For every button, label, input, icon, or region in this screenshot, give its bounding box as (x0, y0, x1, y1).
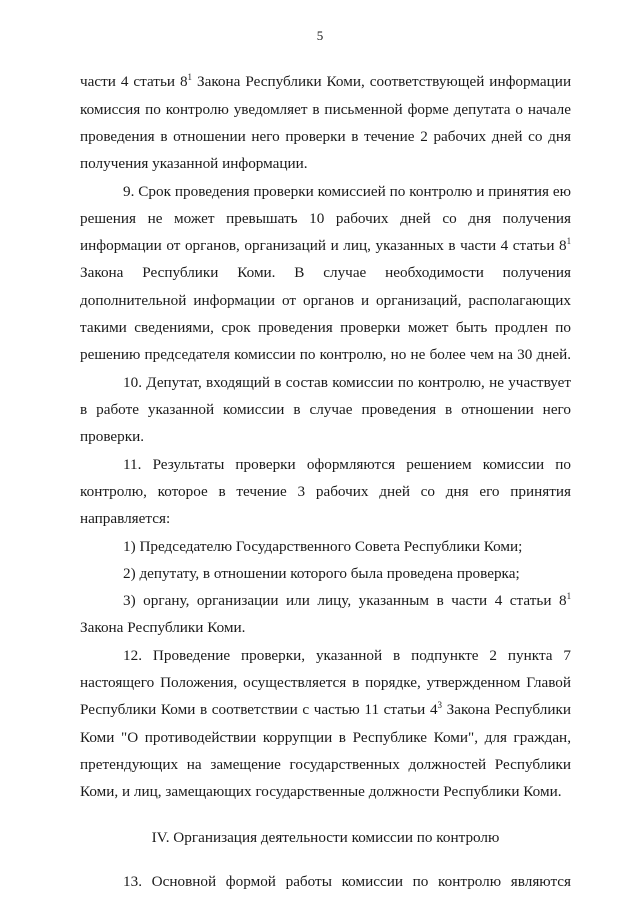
paragraph-12-first-line: 12. Проведение проверки, указанной в подпункте 2 пункта 7 (123, 647, 571, 664)
section-heading: IV. Организация деятельности комиссии по контролю (151, 829, 500, 846)
text-line: Коми "О противодействии коррупции в Республике Коми", для граждан, (80, 729, 571, 746)
text-line: такими сведениями, срок проведения проверки может быть продлен по (80, 319, 571, 336)
text-line: дополнительной информации от органов и организаций, располагающих (80, 292, 571, 309)
list-item-3: 3) органу, организации или лицу, указанным в части 4 статьи $8^1$ (123, 591, 572, 609)
text-line: претендующих на замещение государственных должностей Республики (80, 756, 571, 773)
list-item-2: 2) депутату, в отношении которого была проведена проверка; (123, 565, 520, 582)
text-line: Республики Коми в соответствии с частью 11 статьи $4^3$ Закона Республики (80, 700, 572, 718)
text-line: информации от органов, организаций и лиц, указанных в части 4 статьи $8^1$ (80, 236, 572, 254)
text-line: комиссия по контролю уведомляет в письменной форме депутата о начале (80, 101, 571, 118)
text-line: Закона Республики Коми. (80, 619, 246, 636)
list-item-1: 1) Председателю Государственного Совета Республики Коми; (123, 538, 523, 555)
text-line: направляется: (80, 510, 171, 527)
paragraph-10-first-line: 10. Депутат, входящий в состав комиссии по контролю, не участвует (123, 374, 571, 391)
text-line: проведения в отношении него проверки в течение 2 рабочих дней со дня (80, 128, 571, 145)
text-line: контролю, которое в течение 3 рабочих дней со дня его принятия (80, 483, 571, 500)
paragraph-13-first-line: 13. Основной формой работы комиссии по контролю являются (123, 873, 571, 890)
text-line: Закона Республики Коми. В случае необходимости получения (80, 264, 571, 281)
text-line: Коми, и лиц, замещающих государственные должности Республики Коми. (80, 783, 562, 800)
text-line: в работе указанной комиссии в случае проведения в отношении него (80, 401, 571, 418)
paragraph-9-first-line: 9. Срок проведения проверки комиссией по контролю и принятия ею (123, 183, 571, 200)
text-line: получения указанной информации. (80, 155, 308, 172)
text-line: решения не может превышать 10 рабочих дней со дня получения (80, 210, 571, 227)
paragraph-11-first-line: 11. Результаты проверки оформляются решением комиссии по (123, 456, 571, 473)
text-line: настоящего Положения, осуществляется в порядке, утвержденном Главой (80, 674, 571, 691)
text-line: проверки. (80, 428, 145, 445)
text-line: решению председателя комиссии по контролю, но не более чем на 30 дней. (80, 346, 571, 363)
text-line: части 4 статьи $8^1$ Закона Республики Коми, соответствующей информации (80, 72, 572, 90)
page-number: 5 (316, 28, 324, 43)
